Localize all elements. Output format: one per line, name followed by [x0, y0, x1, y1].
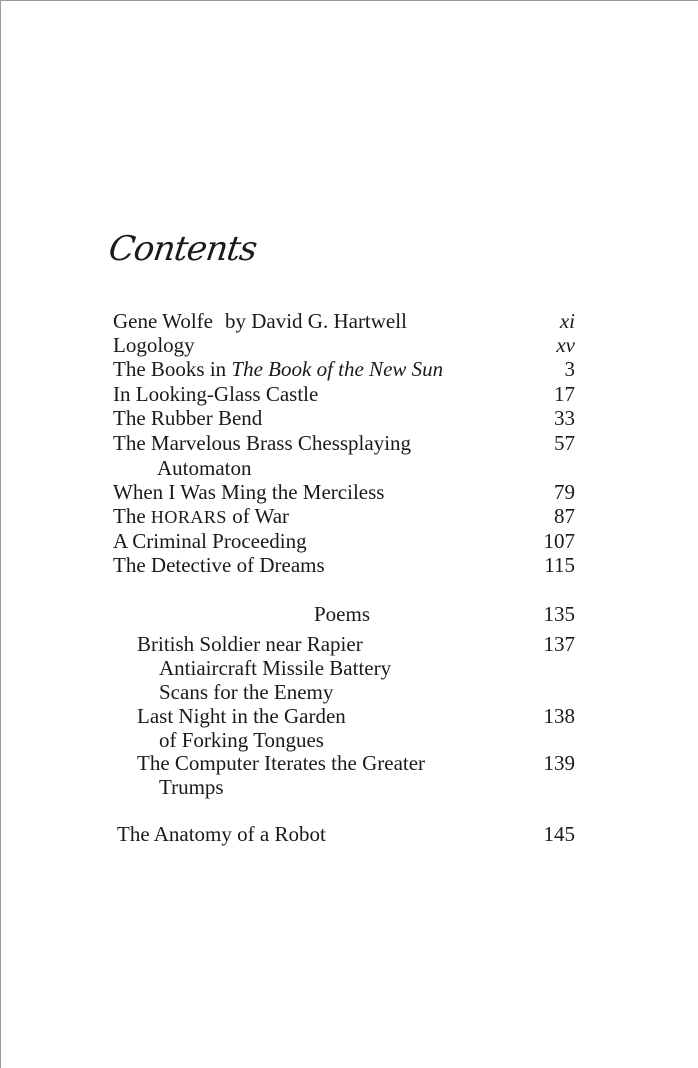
toc-entry-page: 107 [543, 529, 575, 553]
poem-page: 138 [543, 704, 575, 728]
toc-entry-page: xv [556, 333, 575, 357]
poem-title: Last Night in the Garden [137, 704, 346, 728]
poem-page: 137 [543, 632, 575, 656]
toc-entry-page: 33 [554, 406, 575, 430]
toc-entry-page: 3 [564, 357, 575, 381]
toc-entry-title: The Books in The Book of the New Sun [113, 357, 444, 381]
toc-entry-title: The Anatomy of a Robot [117, 822, 326, 846]
poem-page: 139 [543, 751, 575, 775]
toc-entry-page: 79 [554, 480, 575, 504]
toc-entry-page: 115 [544, 553, 575, 577]
poem-title-continued: Scans for the Enemy [159, 680, 334, 704]
toc-entry-title: Logology [113, 333, 195, 357]
toc-entry-page: xi [559, 309, 575, 333]
poem-title-continued: Antiaircraft Missile Battery [159, 656, 392, 680]
toc-entry-title: The Detective of Dreams [113, 553, 325, 577]
toc-entry-title: A Criminal Proceeding [113, 529, 307, 553]
toc-entry-page: 57 [554, 431, 575, 455]
poem-title: British Soldier near Rapier [137, 632, 363, 656]
toc-entry-author: by David G. Hartwell [224, 309, 407, 333]
toc-entry-title: The HORARS of War [113, 504, 290, 528]
toc-entry-page: 87 [554, 504, 575, 528]
page-title: Contents [106, 229, 259, 269]
poem-title-continued: Trumps [159, 775, 224, 799]
poem-title-continued: of Forking Tongues [159, 728, 324, 752]
toc-entry-title: The Rubber Bend [113, 406, 263, 430]
poems-section-page: 135 [543, 602, 575, 626]
toc-entry-title-continued: Automaton [157, 456, 252, 480]
toc-entry-title: The Marvelous Brass Chessplaying [113, 431, 412, 455]
toc-entry-title: When I Was Ming the Merciless [113, 480, 385, 504]
poems-section-heading: Poems [314, 602, 371, 626]
poem-title: The Computer Iterates the Greater [137, 751, 426, 775]
toc-entry-page: 17 [554, 382, 575, 406]
toc-entry-page: 145 [543, 822, 575, 846]
toc-entry-title: In Looking-Glass Castle [113, 382, 319, 406]
toc-entry-title: Gene Wolfe by David G. Hartwell [113, 309, 407, 333]
